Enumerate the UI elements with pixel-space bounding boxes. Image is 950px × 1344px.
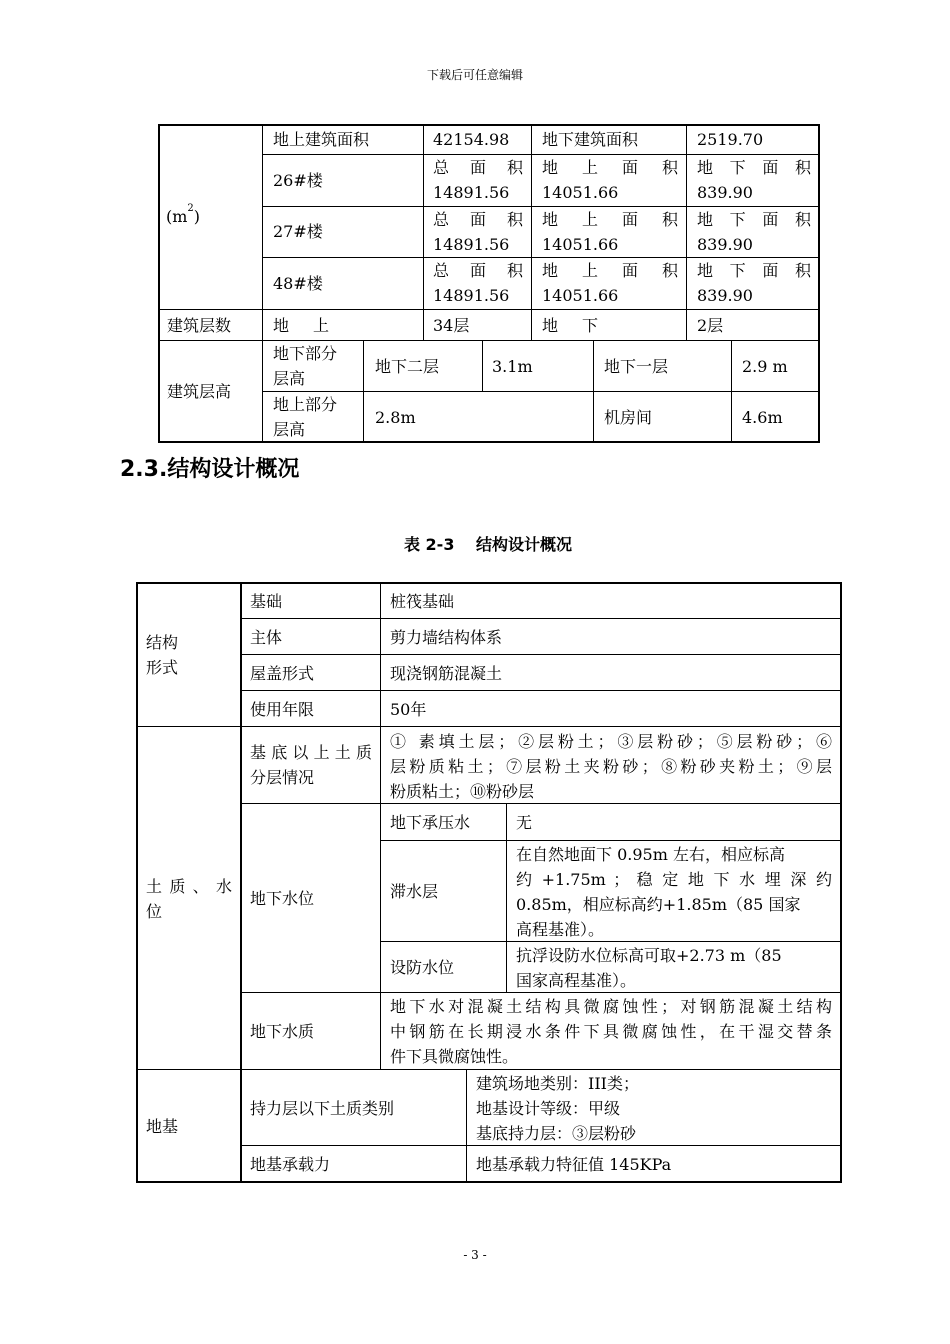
total-area-value: 14891.56	[433, 183, 510, 202]
above-area-value: 14051.66	[542, 183, 619, 202]
main-body-label: 主体	[250, 628, 283, 647]
building-name: 26#楼	[273, 171, 323, 190]
above-area-label: 地 上 面 积	[542, 158, 678, 177]
below-area-label: 地 下 面 积	[697, 261, 811, 280]
floor-height-label: 建筑层高	[167, 382, 232, 401]
soil-layers-value: ① 素填土层；②层粉土；③层粉砂；⑤层粉砂；⑥ 层粉质粘土；⑦层粉土夹粉砂；⑧粉砂夹粉土；⑨层 粉质粘土；⑩粉砂层	[390, 732, 832, 801]
above-area-value: 14051.66	[542, 235, 619, 254]
section-heading: 2.3.结构设计概况	[120, 457, 300, 482]
total-area-label: 总 面 积	[433, 210, 523, 229]
water-quality-label: 地下水质	[250, 1022, 315, 1041]
defense-water-value: 抗浮设防水位标高可取+2.73 m（85 国家高程基准）。	[516, 946, 782, 990]
soil-water-label: 土 质 、 水 位	[146, 877, 232, 921]
total-area-value: 14891.56	[433, 235, 510, 254]
floors-label: 建筑层数	[167, 316, 232, 335]
machine-room-value: 4.6m	[742, 408, 783, 427]
foundation-type-value: 桩筏基础	[390, 592, 455, 611]
above-area-value: 14051.66	[542, 286, 619, 305]
floors-below-label: 地 下	[542, 316, 598, 335]
bearing-soil-label: 持力层以下土质类别	[250, 1099, 395, 1118]
b2-value: 3.1m	[492, 357, 533, 376]
below-area-value: 839.90	[697, 286, 753, 305]
below-area-label: 地 下 面 积	[697, 210, 811, 229]
below-part-height-label: 地下部分 层高	[273, 344, 338, 388]
defense-water-label: 设防水位	[390, 958, 455, 977]
water-quality-value: 地下水对混凝土结构具微腐蚀性；对钢筋混凝土结构 中钢筋在长期浸水条件下具微腐蚀性，在干湿交替条 件下具微腐蚀性。	[390, 997, 832, 1066]
below-ground-area-label: 地下建筑面积	[542, 130, 639, 149]
service-life-label: 使用年限	[250, 700, 315, 719]
perched-water-value: 在自然地面下 0.95m 左右，相应标高 约 +1.75m ； 稳 定 地 下 水 埋 深 约 0.85m，相应标高约+1.85m（85 国家 高程基准）。	[516, 845, 832, 939]
main-body-value: 剪力墙结构体系	[390, 628, 503, 647]
floors-below-value: 2层	[697, 316, 724, 335]
total-area-label: 总 面 积	[433, 158, 523, 177]
subgrade-label: 地基	[146, 1117, 179, 1136]
groundwater-level-label: 地下水位	[250, 889, 315, 908]
page-header: 下载后可任意编辑	[426, 68, 523, 82]
above-area-label: 地 上 面 积	[542, 261, 678, 280]
area-unit: $(m^2)$	[166, 203, 201, 226]
b1-value: 2.9 m	[742, 357, 788, 376]
page-number: - 3 -	[463, 1248, 487, 1262]
building-name: 27#楼	[273, 222, 323, 241]
floors-above-value: 34层	[433, 316, 470, 335]
total-area-label: 总 面 积	[433, 261, 523, 280]
foundation-type-label: 基础	[250, 592, 283, 611]
above-part-height-label: 地上部分 层高	[273, 395, 338, 439]
machine-room-label: 机房间	[604, 408, 653, 427]
above-ground-area-label: 地上建筑面积	[273, 130, 370, 149]
confined-water-label: 地下承压水	[390, 813, 471, 832]
bearing-capacity-label: 地基承载力	[250, 1155, 331, 1174]
soil-layers-label: 基底以上土质 分层情况	[250, 743, 372, 787]
floors-above-label: 地 上	[273, 316, 329, 335]
roof-form-label: 屋盖形式	[250, 664, 315, 683]
above-height-value: 2.8m	[375, 408, 416, 427]
below-area-value: 839.90	[697, 183, 753, 202]
bearing-soil-value: 建筑场地类别：III类； 地基设计等级：甲级 基底持力层：③层粉砂	[476, 1074, 639, 1143]
b1-label: 地下一层	[604, 357, 669, 376]
building-name: 48#楼	[273, 274, 323, 293]
below-area-value: 839.90	[697, 235, 753, 254]
above-area-label: 地 上 面 积	[542, 210, 678, 229]
above-ground-area-value: 42154.98	[433, 130, 510, 149]
table-caption: 表 2-3 结构设计概况	[403, 535, 573, 554]
perched-water-label: 滞水层	[390, 882, 439, 901]
bearing-capacity-value: 地基承载力特征值 145KPa	[476, 1155, 672, 1174]
roof-form-value: 现浇钢筋混凝土	[390, 664, 503, 683]
below-area-label: 地 下 面 积	[697, 158, 811, 177]
total-area-value: 14891.56	[433, 286, 510, 305]
service-life-value: 50年	[390, 700, 427, 719]
b2-label: 地下二层	[375, 357, 440, 376]
below-ground-area-value: 2519.70	[697, 130, 764, 149]
structure-form-label: 结构 形式	[146, 633, 179, 677]
confined-water-value: 无	[516, 813, 533, 832]
